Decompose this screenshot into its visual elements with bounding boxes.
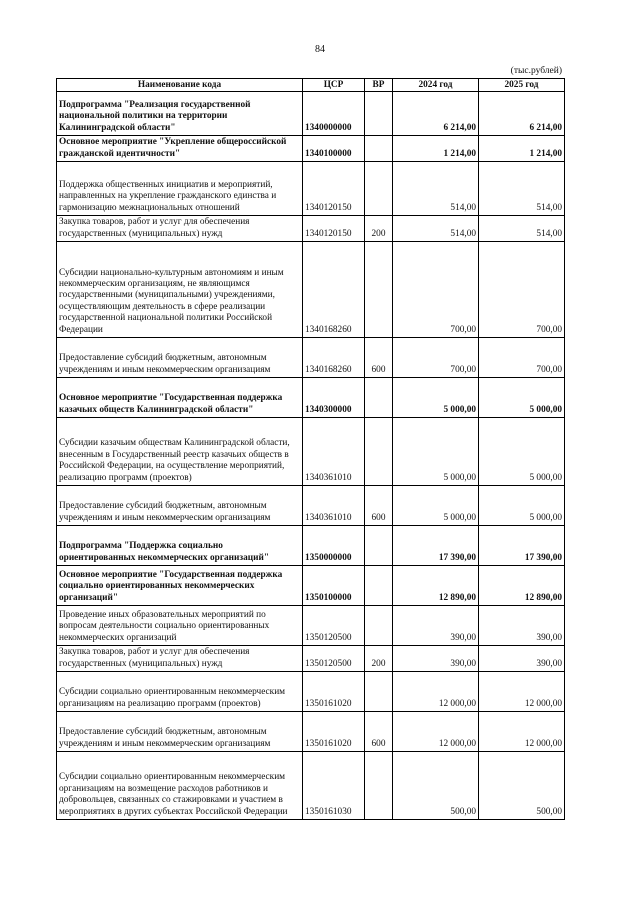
row-vr xyxy=(365,418,393,486)
row-2025: 5 000,00 xyxy=(479,378,565,418)
row-2025: 5 000,00 xyxy=(479,418,565,486)
row-name: Подпрограмма "Поддержка социально ориентированных некоммерческих организаций" xyxy=(57,526,303,566)
row-name: Поддержка общественных инициатив и мероприятий, направленных на укрепление гражданского единства и гармонизацию межнациональных отношений xyxy=(57,162,303,216)
row-2024: 12 000,00 xyxy=(393,712,479,752)
row-name: Предоставление субсидий бюджетным, автономным учреждениям и иным некоммерческим организациям xyxy=(57,338,303,378)
row-2025: 500,00 xyxy=(479,752,565,820)
table-row xyxy=(57,526,565,566)
row-name: Закупка товаров, работ и услуг для обеспечения государственных (муниципальных) нужд xyxy=(57,646,303,672)
row-csr: 1350120500 xyxy=(303,606,365,646)
table-row xyxy=(57,566,565,606)
row-name: Основное мероприятие "Государственная поддержка социально ориентированных некоммерческих организаций" xyxy=(57,566,303,606)
row-csr: 1340361010 xyxy=(303,418,365,486)
row-2024: 390,00 xyxy=(393,606,479,646)
table-row xyxy=(57,216,565,242)
table-row xyxy=(57,672,565,712)
budget-table xyxy=(56,78,565,820)
row-2024: 5 000,00 xyxy=(393,486,479,526)
row-2024: 390,00 xyxy=(393,646,479,672)
row-csr: 1340361010 xyxy=(303,486,365,526)
row-name: Основное мероприятие "Государственная поддержка казачьих обществ Калининградской области" xyxy=(57,378,303,418)
table-row xyxy=(57,338,565,378)
table-row xyxy=(57,418,565,486)
row-2025: 700,00 xyxy=(479,338,565,378)
row-2024: 12 000,00 xyxy=(393,672,479,712)
row-csr: 1340168260 xyxy=(303,338,365,378)
table-row xyxy=(57,136,565,162)
row-2025: 6 214,00 xyxy=(479,92,565,136)
row-name: Субсидии социально ориентированным некоммерческим организациям на возмещение расходов работников и добровольцев, связанных со стажировками и участием в мероприятиях в других субъектах Российской Федерации xyxy=(57,752,303,820)
header-2024: 2024 год xyxy=(393,79,479,92)
row-2025: 5 000,00 xyxy=(479,486,565,526)
row-2024: 514,00 xyxy=(393,216,479,242)
row-name: Субсидии социально ориентированным некоммерческим организациям на реализацию программ (проектов) xyxy=(57,672,303,712)
row-2024: 6 214,00 xyxy=(393,92,479,136)
row-name: Предоставление субсидий бюджетным, автономным учреждениям и иным некоммерческим организациям xyxy=(57,712,303,752)
row-2024: 700,00 xyxy=(393,242,479,338)
row-2025: 390,00 xyxy=(479,606,565,646)
row-vr xyxy=(365,606,393,646)
row-name: Проведение иных образовательных мероприятий по вопросам деятельности социально ориентированных некоммерческих организаций xyxy=(57,606,303,646)
header-name: Наименование кода xyxy=(57,79,303,92)
row-csr: 1340300000 xyxy=(303,378,365,418)
row-2025: 514,00 xyxy=(479,216,565,242)
row-2024: 514,00 xyxy=(393,162,479,216)
row-csr: 1350120500 xyxy=(303,646,365,672)
row-vr xyxy=(365,526,393,566)
row-name: Субсидии казачьим обществам Калининградской области, внесенным в Государственный реестр казачьих обществ в Российской Федерации, на осуществление мероприятий, реализацию программ (проектов) xyxy=(57,418,303,486)
row-vr xyxy=(365,566,393,606)
table-header-row xyxy=(57,79,565,92)
header-vr: ВР xyxy=(365,79,393,92)
table-row xyxy=(57,606,565,646)
row-2025: 12 000,00 xyxy=(479,672,565,712)
row-vr xyxy=(365,92,393,136)
header-csr: ЦСР xyxy=(303,79,365,92)
table-row xyxy=(57,242,565,338)
row-name: Субсидии национально-культурным автономиям и иным некоммерческим организациям, не являющимся государственными (муниципальными) учреждениями, осуществляющим деятельность в сфере реализации государственной национальной политики Российской Федерации xyxy=(57,242,303,338)
row-csr: 1340100000 xyxy=(303,136,365,162)
row-name: Предоставление субсидий бюджетным, автономным учреждениям и иным некоммерческим организациям xyxy=(57,486,303,526)
row-name: Закупка товаров, работ и услуг для обеспечения государственных (муниципальных) нужд xyxy=(57,216,303,242)
row-vr: 600 xyxy=(365,486,393,526)
row-vr xyxy=(365,752,393,820)
row-vr: 200 xyxy=(365,216,393,242)
row-2025: 700,00 xyxy=(479,242,565,338)
row-2024: 700,00 xyxy=(393,338,479,378)
row-csr: 1340120150 xyxy=(303,216,365,242)
table-row xyxy=(57,378,565,418)
row-csr: 1350000000 xyxy=(303,526,365,566)
row-csr: 1340000000 xyxy=(303,92,365,136)
row-2024: 12 890,00 xyxy=(393,566,479,606)
row-vr xyxy=(365,672,393,712)
row-csr: 1340168260 xyxy=(303,242,365,338)
header-2025: 2025 год xyxy=(479,79,565,92)
row-2025: 12 890,00 xyxy=(479,566,565,606)
table-row xyxy=(57,712,565,752)
row-2025: 17 390,00 xyxy=(479,526,565,566)
row-csr: 1350161020 xyxy=(303,712,365,752)
row-2025: 1 214,00 xyxy=(479,136,565,162)
row-vr: 600 xyxy=(365,338,393,378)
row-csr: 1340120150 xyxy=(303,162,365,216)
units-label: (тыс.рублей) xyxy=(510,66,562,76)
row-vr xyxy=(365,378,393,418)
row-csr: 1350161030 xyxy=(303,752,365,820)
row-2025: 390,00 xyxy=(479,646,565,672)
row-vr: 600 xyxy=(365,712,393,752)
row-2025: 514,00 xyxy=(479,162,565,216)
row-name: Подпрограмма "Реализация государственной национальной политики на территории Калининградской области" xyxy=(57,92,303,136)
row-2025: 12 000,00 xyxy=(479,712,565,752)
row-vr xyxy=(365,136,393,162)
row-2024: 5 000,00 xyxy=(393,418,479,486)
row-2024: 500,00 xyxy=(393,752,479,820)
table-row xyxy=(57,486,565,526)
table-row xyxy=(57,646,565,672)
row-vr xyxy=(365,162,393,216)
row-2024: 1 214,00 xyxy=(393,136,479,162)
row-2024: 17 390,00 xyxy=(393,526,479,566)
table-row xyxy=(57,162,565,216)
row-csr: 1350100000 xyxy=(303,566,365,606)
row-vr: 200 xyxy=(365,646,393,672)
row-2024: 5 000,00 xyxy=(393,378,479,418)
table-row xyxy=(57,752,565,820)
row-csr: 1350161020 xyxy=(303,672,365,712)
page-number: 84 xyxy=(315,44,325,55)
row-name: Основное мероприятие "Укрепление общероссийской гражданской идентичности" xyxy=(57,136,303,162)
row-vr xyxy=(365,242,393,338)
table-row xyxy=(57,92,565,136)
